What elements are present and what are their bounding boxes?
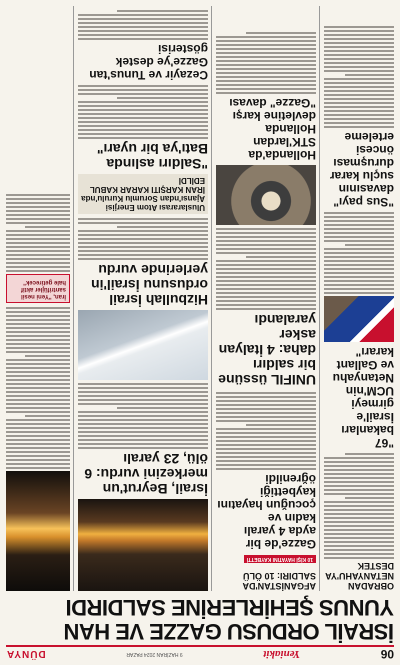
article-body bbox=[78, 383, 208, 449]
red-tag: 10 KİŞİ HAYATINI KAYBETTİ bbox=[244, 555, 316, 563]
article-body bbox=[324, 453, 394, 559]
section-label: DÜNYA bbox=[6, 648, 46, 660]
kicker-afghanistan: AFGANİSTAN'DA SALDIRI: 10 ÖLÜ bbox=[242, 571, 316, 591]
subhead-sus-payi: "Sus payı" davasının suçlu karar duruşması öncesi erteleme bbox=[329, 130, 394, 209]
subhead-gazze-kadin: Gazze'de bir ayda 4 yaralı kadın ve çocuğun hayatını kaybettiği öğrenildi bbox=[217, 472, 316, 551]
column-divider bbox=[211, 6, 212, 591]
article-body bbox=[216, 32, 316, 94]
photo-netanyahu bbox=[324, 296, 394, 342]
subhead-hizbullah: Hizbullah İsrail ordusunu İsrail'in yerlerinde vurdu bbox=[91, 262, 208, 308]
article-body bbox=[216, 392, 316, 470]
article-body bbox=[324, 26, 394, 128]
masthead bbox=[6, 645, 394, 661]
photo-missile bbox=[78, 310, 208, 380]
subhead-beyrut: İsrail, Beyrut'un merkezini vurdu: 6 ölü, 23 yaralı bbox=[84, 451, 208, 497]
iran-centrifuge-box: İran, "Yeni nesil santrifüjler aktif hale getirecek" bbox=[6, 274, 70, 303]
photo-person bbox=[216, 165, 316, 225]
logo: Yeniakit bbox=[263, 648, 300, 660]
issue-date: 9 HAZİRAN 2024 PAZAR bbox=[126, 651, 183, 657]
column-left bbox=[324, 6, 394, 591]
photo-night-fire bbox=[6, 471, 70, 591]
kicker-orban: OBRADAN NETANYAHU'YA DESTEK bbox=[325, 561, 394, 591]
column-right bbox=[6, 6, 70, 591]
column-center-left bbox=[216, 6, 316, 591]
article-body bbox=[6, 307, 70, 469]
article-body bbox=[78, 218, 208, 260]
article-body bbox=[78, 85, 208, 139]
column-divider bbox=[73, 6, 74, 591]
page-headline: İSRAİL ORDUSU GAZZE VE HAN YUNUS ŞEHİRLERİNE SALDIRDI bbox=[63, 595, 394, 644]
article-body bbox=[324, 212, 394, 294]
subhead-hollanda: Hollanda'da STK'lardan Hollanda devletine karşı "Gazze" davası bbox=[229, 96, 316, 162]
article-body bbox=[6, 194, 70, 272]
subhead-unifil: UNIFIL üssüne bir saldırı daha: 4 İtalyan asker yaralandı bbox=[218, 312, 316, 388]
article-body bbox=[78, 10, 208, 40]
column-center-right bbox=[78, 6, 208, 591]
subhead-bati-uyari: "Saldırı aslında Batı'ya bir uyarı" bbox=[96, 141, 208, 172]
kicker-atom-enerjisi: Uluslararası Atom Enerjisi Ajansı'ndan Sorumlu Kurulu'nda İRAN KARŞITI KARAR KABUL EDİLDİ bbox=[78, 174, 208, 214]
photo-beirut-strike bbox=[78, 499, 208, 591]
subhead-ucm: "67 bakanları İsrail'e girmeyi UCM'nin Netanyahu ve Gallant kararı" bbox=[332, 345, 394, 450]
page-number: 06 bbox=[380, 647, 394, 661]
article-body bbox=[216, 228, 316, 310]
subhead-cezayir: Cezayir ve Tunus'tan Gazze'ye destek gösterisi bbox=[89, 42, 208, 82]
column-divider bbox=[319, 6, 320, 591]
